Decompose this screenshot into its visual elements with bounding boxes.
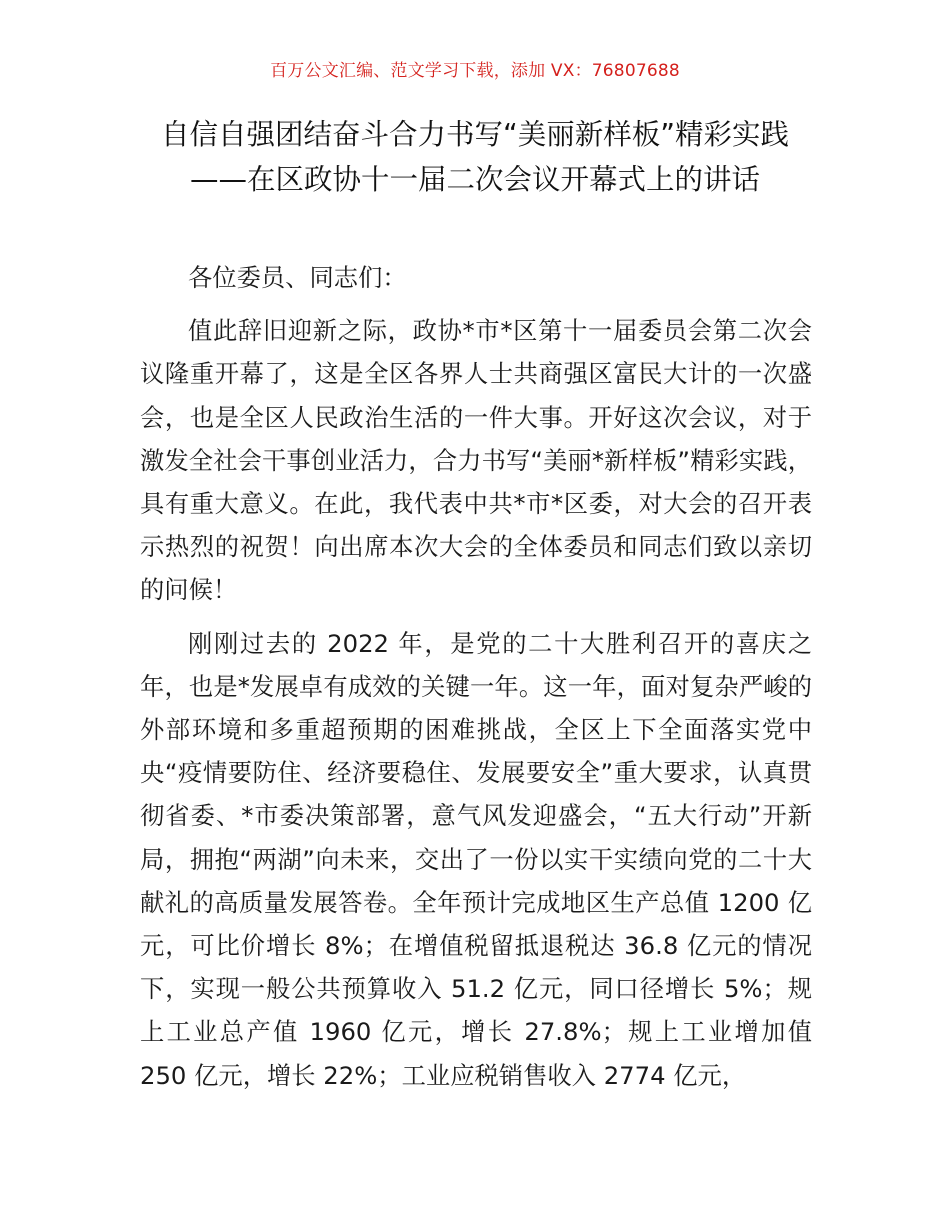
paragraph-review-2022: 刚刚过去的 2022 年，是党的二十大胜利召开的喜庆之年，也是*发展卓有成效的关键一年。这一年，面对复杂严峻的外部环境和多重超预期的困难挑战，全区上下全面落实党中央“疫情要防住、经济要稳住、发展要安全”重大要求，认真贯彻省委、*市委决策部署，意气风发迎盛会，“五大行动”开新局，拥抱“两湖”向未来，交出了一份以实干实绩向党的二十大献礼的高质量发展答卷。全年预计完成地区生产总值 1200 亿元，可比价增长 8%；在增值税留抵退税达 36.8 亿元的情况下，实现一般公共预算收入 51.2 亿元，同口径增长 5%；规上工业总产值 1960 亿元，增长 27.8%；规上工业增加值 250 亿元，增长 22%；工业应税销售收入 2774 亿元， — [140, 628, 812, 1090]
document-body — [140, 256, 812, 1097]
document-title: 自信自强团结奋斗合力书写“美丽新样板”精彩实践——在区政协十一届二次会议开幕式上的讲话 — [160, 118, 790, 196]
paragraph-opening: 值此辞旧迎新之际，政协*市*区第十一届委员会第二次会议隆重开幕了，这是全区各界人士共商强区富民大计的一次盛会，也是全区人民政治生活的一件大事。开好这次会议，对于激发全社会干事创业活力，合力书写“美丽*新样板”精彩实践，具有重大意义。在此，我代表中共*市*区委，对大会的召开表示热烈的祝贺！向出席本次大会的全体委员和同志们致以亲切的问候！ — [140, 316, 812, 605]
header-watermark-note: 百万公文汇编、范文学习下载，添加 VX：76807688 — [270, 61, 680, 81]
salutation: 各位委员、同志们： — [188, 263, 407, 292]
